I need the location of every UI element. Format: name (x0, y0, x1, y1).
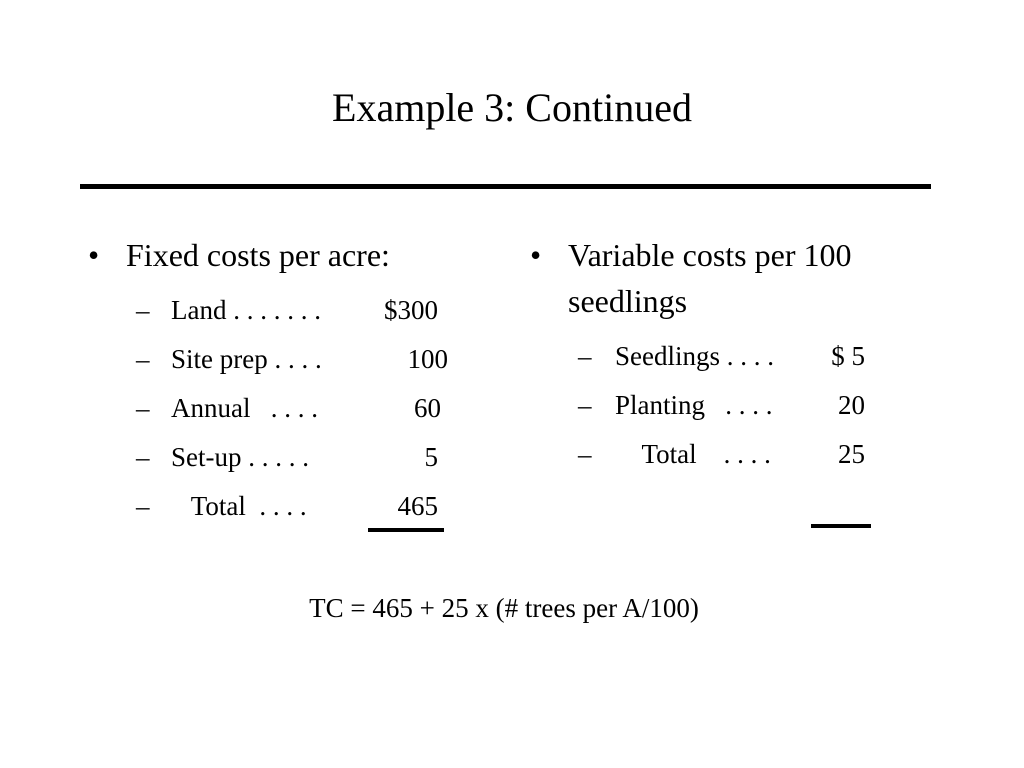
list-item (530, 381, 940, 430)
cost-label: Total . . . . (171, 491, 307, 521)
cost-label: Total . . . . (615, 439, 771, 469)
variable-costs-heading: Variable costs per 100 seedlings (568, 237, 852, 319)
cost-amount: 20 (838, 390, 865, 420)
bullet-marker: • (530, 237, 542, 273)
variable-costs-bullet (530, 232, 940, 324)
dash-marker: – (136, 295, 150, 325)
cost-label: Set-up . . . . . (171, 442, 309, 472)
slide-title: Example 3: Continued (332, 85, 692, 130)
title-divider (80, 184, 931, 189)
fixed-costs-list (88, 286, 488, 531)
cost-amount: 25 (838, 439, 865, 469)
dash-marker: – (578, 439, 592, 469)
cost-label: Site prep . . . . (171, 344, 322, 374)
variable-costs-column (530, 232, 940, 479)
cost-amount: 465 (397, 491, 438, 521)
list-item (530, 430, 940, 479)
list-item (88, 433, 488, 482)
variable-costs-list (530, 332, 940, 479)
dash-marker: – (136, 393, 150, 423)
cost-label: Seedlings . . . . (615, 341, 774, 371)
cost-amount: 5 (424, 442, 438, 472)
cost-label: Annual . . . . (171, 393, 318, 423)
cost-amount: 60 (414, 393, 441, 423)
dash-marker: – (578, 390, 592, 420)
list-item (88, 482, 488, 531)
list-item (530, 332, 940, 381)
dash-marker: – (136, 344, 150, 374)
dash-marker: – (136, 491, 150, 521)
sum-underline (811, 524, 871, 528)
cost-label: Land . . . . . . . (171, 295, 321, 325)
dash-marker: – (136, 442, 150, 472)
fixed-costs-heading: Fixed costs per acre: (126, 237, 390, 273)
cost-amount: $ 5 (831, 341, 865, 371)
dash-marker: – (578, 341, 592, 371)
list-item (88, 384, 488, 433)
list-item (88, 335, 488, 384)
fixed-costs-bullet (88, 232, 488, 278)
cost-label: Planting . . . . (615, 390, 773, 420)
bullet-marker: • (88, 237, 100, 273)
cost-amount: $300 (384, 295, 438, 325)
fixed-costs-column (88, 232, 488, 531)
sum-underline (368, 528, 444, 532)
cost-amount: 100 (407, 344, 448, 374)
total-cost-equation: TC = 465 + 25 x (# trees per A/100) (309, 593, 699, 623)
list-item (88, 286, 488, 335)
